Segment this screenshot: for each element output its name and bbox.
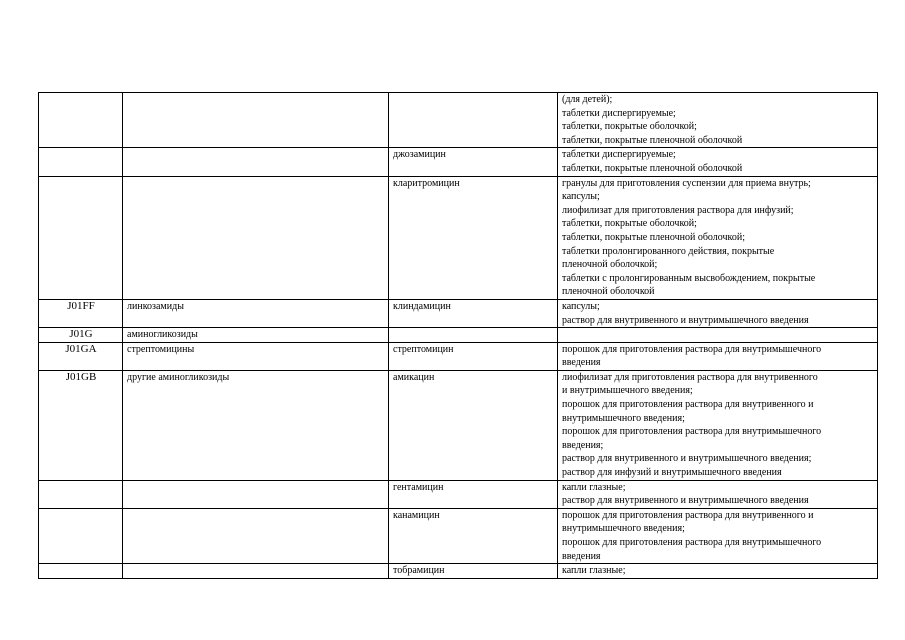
atc-code-cell (39, 176, 123, 299)
dosage-form-line: раствор для внутривенного и внутримышечного введения (562, 314, 809, 326)
dosage-form-line: и внутримышечного введения; (562, 385, 693, 397)
drug-name-cell: джозамицин (389, 148, 558, 176)
table-row (39, 480, 878, 508)
atc-code-cell: J01G (39, 328, 123, 343)
dosage-form-cell (558, 299, 878, 327)
anatomical-group-cell: линкозамиды (123, 299, 389, 327)
drug-name-cell: стрептомицин (389, 342, 558, 370)
dosage-form-cell (558, 148, 878, 176)
dosage-form-line: таблетки пролонгированного действия, покрытые (562, 245, 775, 257)
dosage-form-cell (558, 176, 878, 299)
dosage-form-line: капсулы; (562, 191, 600, 203)
dosage-form-line: лиофилизат для приготовления раствора для внутривенного (562, 371, 818, 383)
dosage-form-line: таблетки с пролонгированным высвобождением, покрытые (562, 272, 816, 284)
table-row (39, 328, 878, 343)
dosage-form-line: введения (562, 550, 601, 562)
drug-name-cell: кларитромицин (389, 176, 558, 299)
dosage-form-cell (558, 93, 878, 148)
table-row (39, 176, 878, 299)
atc-code-cell (39, 148, 123, 176)
dosage-form-line: порошок для приготовления раствора для внутримышечного (562, 537, 822, 548)
atc-code-cell (39, 564, 123, 579)
dosage-form-line: капли глазные; (562, 565, 626, 577)
dosage-form-cell (558, 508, 878, 563)
anatomical-group-cell: стрептомицины (123, 342, 389, 370)
table-row (39, 564, 878, 579)
dosage-form-cell (558, 370, 878, 480)
drug-name-cell (389, 93, 558, 148)
atc-code-cell (39, 93, 123, 148)
table-row (39, 342, 878, 370)
dosage-form-line: порошок для приготовления раствора для внутривенного и (562, 509, 814, 521)
table-row (39, 508, 878, 563)
dosage-form-line: порошок для приготовления раствора для внутримышечного (562, 426, 822, 438)
dosage-form-line: гранулы для приготовления суспензии для приема внутрь; (562, 177, 811, 189)
drug-list-table (38, 92, 878, 579)
dosage-form-line: таблетки, покрытые оболочкой; (562, 121, 697, 133)
dosage-form-line: порошок для приготовления раствора для внутримышечного (562, 343, 822, 355)
table-row (39, 148, 878, 176)
dosage-form-line: порошок для приготовления раствора для внутривенного и (562, 399, 814, 411)
anatomical-group-cell (123, 508, 389, 563)
dosage-form-line: внутримышечного введения; (562, 412, 685, 424)
atc-code-cell (39, 508, 123, 563)
drug-name-cell: клиндамицин (389, 299, 558, 327)
dosage-form-line: введения (562, 357, 601, 369)
table-row (39, 93, 878, 148)
atc-code-cell: J01GB (39, 370, 123, 480)
dosage-form-line: (для детей); (562, 94, 613, 105)
anatomical-group-cell (123, 148, 389, 176)
dosage-form-cell (558, 328, 878, 343)
dosage-form-cell (558, 564, 878, 579)
dosage-form-line: таблетки, покрытые пленочной оболочкой (562, 134, 743, 146)
drug-name-cell: тобрамицин (389, 564, 558, 579)
dosage-form-line: лиофилизат для приготовления раствора для инфузий; (562, 204, 794, 216)
dosage-form-line: пленочной оболочкой; (562, 259, 658, 271)
dosage-form-line: раствор для инфузий и внутримышечного введения (562, 467, 782, 479)
atc-code-cell: J01GA (39, 342, 123, 370)
drug-name-cell: амикацин (389, 370, 558, 480)
anatomical-group-cell (123, 564, 389, 579)
drug-name-cell: гентамицин (389, 480, 558, 508)
anatomical-group-cell: аминогликозиды (123, 328, 389, 343)
drug-name-cell (389, 328, 558, 343)
anatomical-group-cell (123, 93, 389, 148)
table-body (39, 93, 878, 579)
dosage-form-line: пленочной оболочкой (562, 286, 655, 298)
dosage-form-line: капли глазные; (562, 481, 626, 493)
anatomical-group-cell (123, 480, 389, 508)
dosage-form-line: внутримышечного введения; (562, 523, 685, 535)
anatomical-group-cell: другие аминогликозиды (123, 370, 389, 480)
dosage-form-cell (558, 342, 878, 370)
anatomical-group-cell (123, 176, 389, 299)
table-row (39, 370, 878, 480)
dosage-form-line: таблетки, покрытые оболочкой; (562, 218, 697, 230)
dosage-form-line: введения; (562, 439, 604, 451)
dosage-form-line: таблетки диспергируемые; (562, 107, 676, 119)
dosage-form-line: раствор для внутривенного и внутримышечного введения; (562, 453, 812, 465)
dosage-form-line: капсулы; (562, 300, 600, 312)
dosage-form-line: таблетки, покрытые пленочной оболочкой; (562, 231, 746, 243)
dosage-form-line: раствор для внутривенного и внутримышечного введения (562, 495, 809, 507)
table-row (39, 299, 878, 327)
dosage-form-line: таблетки, покрытые пленочной оболочкой (562, 162, 743, 174)
dosage-form-line: таблетки диспергируемые; (562, 149, 676, 161)
drug-name-cell: канамицин (389, 508, 558, 563)
dosage-form-cell (558, 480, 878, 508)
atc-code-cell: J01FF (39, 299, 123, 327)
atc-code-cell (39, 480, 123, 508)
